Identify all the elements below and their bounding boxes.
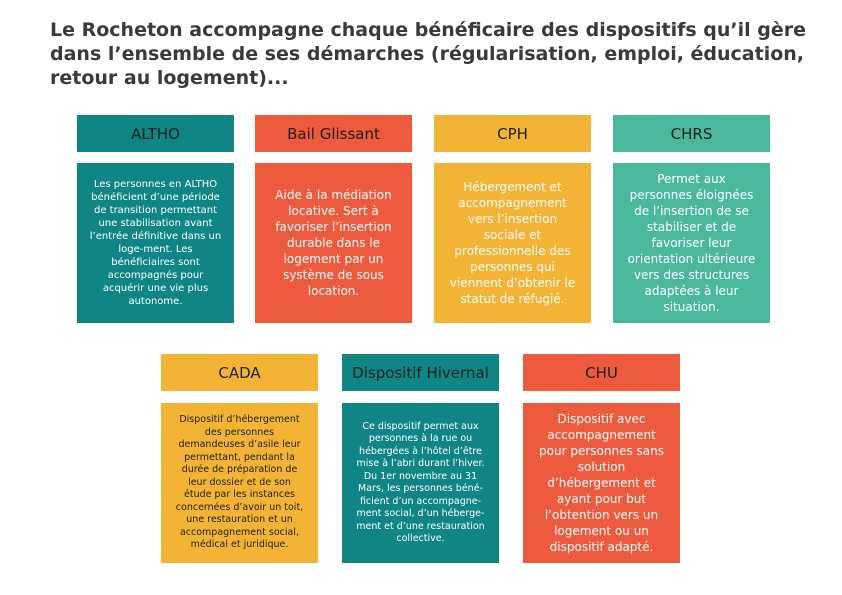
cph-description: Hébergement et accompagnement vers l’insertion sociale et professionnelle des personnes qui viennent d’obtenir le statut de réfugié. (434, 163, 591, 323)
altho-description: Les personnes en ALTHO bénéficient d’une période de transition permettant une stabilisation avant l’entrée définitive dans un loge-ment. Les bénéficiaires sont accompagnés pour acquérir une vie plus autonome. (77, 163, 234, 323)
page-title: Le Rocheton accompagne chaque bénéficaire des dispositifs qu’il gère dans l’ensemble de ses démarches (régularisation, emploi, éducation, retour au logement)... (50, 19, 807, 89)
bail-glissant-header: Bail Glissant (255, 115, 412, 152)
chu-header: CHU (523, 354, 680, 391)
cada-header: CADA (161, 354, 318, 391)
altho-header: ALTHO (77, 115, 234, 152)
bail-glissant-description: Aide à la médiation locative. Sert à favoriser l’insertion durable dans le logement par un système de sous location. (255, 163, 412, 323)
cph-header: CPH (434, 115, 591, 152)
dispositif-hivernal-description: Ce dispositif permet aux personnes à la rue ou hébergées à l’hôtel d’être mise à l’abri durant l’hiver. Du 1er novembre au 31 Mars, les personnes béné-ficient d’un accompagne-ment social, d’un héberge-ment et d’une restauration collective. (342, 403, 499, 563)
dispositif-hivernal-header: Dispositif Hivernal (342, 354, 499, 391)
chrs-header: CHRS (613, 115, 770, 152)
chrs-description: Permet aux personnes éloignées de l’insertion de se stabiliser et de favoriser leur orientation ultérieure vers des structures adaptées à leur situation. (613, 163, 770, 323)
cada-description: Dispositif d’hébergement des personnes demandeuses d’asile leur permettant, pendant la durée de préparation de leur dossier et de son étude par les instances concernées d’avoir un toit, une restauration et un accompagnement social, médical et juridique. (161, 403, 318, 563)
chu-description: Dispositif avec accompagnement pour personnes sans solution d’hébergement et ayant pour but l’obtention vers un logement ou un dispositif adapté. (523, 403, 680, 563)
